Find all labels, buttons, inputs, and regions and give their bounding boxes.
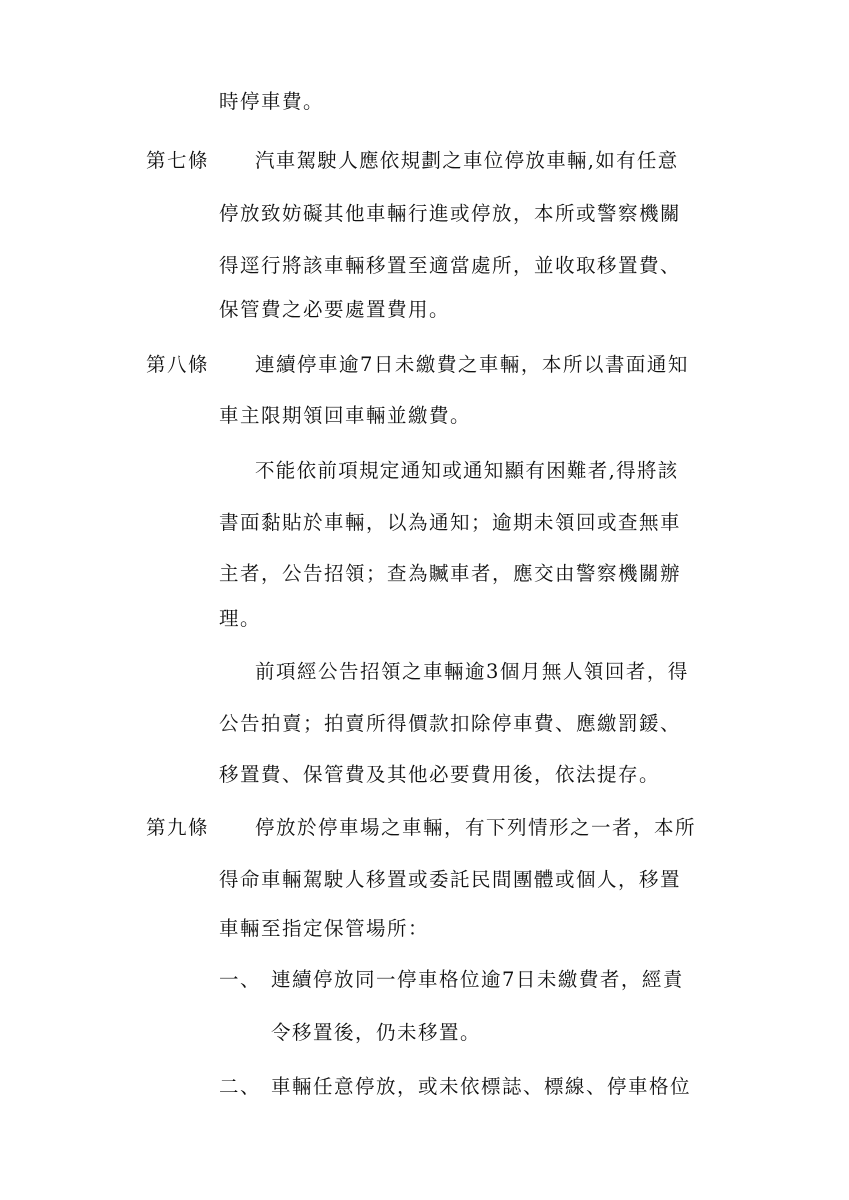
text-line: 連續停車逾7日未繳費之車輛，本所以書面通知 <box>255 353 689 376</box>
text-line: 保管費之必要處置費用。 <box>219 298 451 321</box>
text-line: 主者，公告招領；查為贓車者，應交由警察機關辦 <box>219 562 682 585</box>
article-9-label: 第九條 <box>146 816 210 839</box>
article-7-label: 第七條 <box>146 149 210 172</box>
text-line: 停放致妨礙其他車輛行進或停放，本所或警察機關 <box>219 202 682 225</box>
text-line: 停放於停車場之車輛，有下列情形之一者，本所 <box>255 816 697 839</box>
text-line: 汽車駕駛人應依規劃之車位停放車輛,如有任意 <box>255 149 679 172</box>
list-item-text: 令移置後，仍未移置。 <box>271 1021 482 1044</box>
list-item-text: 車輛任意停放，或未依標誌、標線、停車格位 <box>271 1075 692 1098</box>
article-8-label: 第八條 <box>146 353 210 376</box>
text-line: 理。 <box>219 607 262 630</box>
text-line: 公告拍賣；拍賣所得價款扣除停車費、應繳罰鍰、 <box>219 712 682 735</box>
text-line: 車主限期領回車輛並繳費。 <box>219 404 472 427</box>
text-line: 得逕行將該車輛移置至適當處所，並收取移置費、 <box>219 254 682 277</box>
list-marker: 一、 <box>219 968 262 991</box>
text-line: 車輛至指定保管場所： <box>219 917 430 940</box>
text-line: 得命車輛駕駛人移置或委託民間團體或個人，移置 <box>219 868 682 891</box>
text-line: 書面黏貼於車輛，以為通知；逾期未領回或查無車 <box>219 511 682 534</box>
text-line: 不能依前項規定通知或通知顯有困難者,得將該 <box>255 459 679 482</box>
text-line: 時停車費。 <box>219 90 325 113</box>
list-item-text: 連續停放同一停車格位逾7日未繳費者，經責 <box>271 968 684 991</box>
text-line: 前項經公告招領之車輛逾3個月無人領回者，得 <box>255 660 689 683</box>
text-line: 移置費、保管費及其他必要費用後，依法提存。 <box>219 763 661 786</box>
list-marker: 二、 <box>219 1075 262 1098</box>
